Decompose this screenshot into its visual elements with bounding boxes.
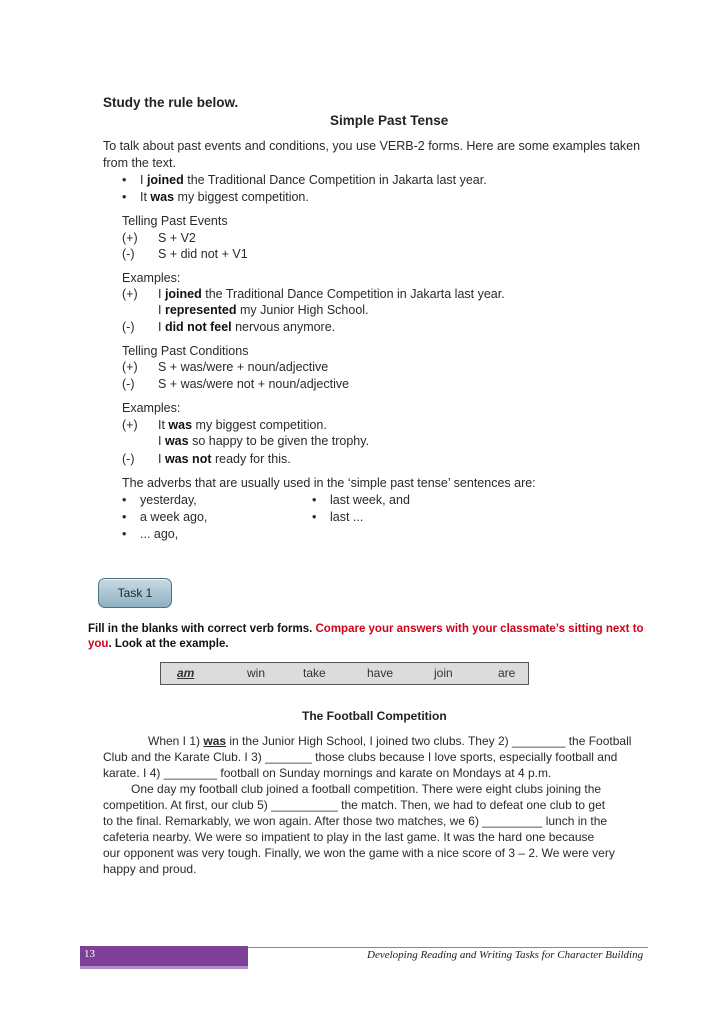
rule-intro: To talk about past events and conditions, you use VERB-2 forms. Here are some examples taken from the text.: [103, 139, 641, 170]
conditions-heading: Telling Past Conditions: [122, 344, 249, 358]
story-title: The Football Competition: [302, 709, 447, 723]
story-line: our opponent was very tough. Finally, we won the game with a nice score of 3 – 2. We were very: [103, 846, 615, 860]
footer-divider: [248, 947, 648, 948]
word-bank-item: join: [434, 666, 453, 680]
rule-bullet: • I joined the Traditional Dance Competition in Jakarta last year.: [122, 173, 487, 187]
example-line: I was so happy to be given the trophy.: [158, 434, 370, 448]
footer-page-bar-accent: [80, 966, 248, 969]
story-line: karate. I 4) ________ football on Sunday mornings and karate on Mondays at 4 p.m.: [103, 766, 552, 780]
story-line: Club and the Karate Club. I 3) _______ those clubs because I love sports, especially football and: [103, 750, 618, 764]
examples-label: Examples:: [122, 271, 181, 285]
rule-bullet: • It was my biggest competition.: [122, 190, 309, 204]
word-bank-item: are: [498, 666, 516, 680]
example-line: I represented my Junior High School.: [158, 303, 369, 317]
adverb-item: • ... ago,: [122, 527, 179, 541]
word-bank-item: am: [177, 666, 195, 680]
task-1-button[interactable]: Task 1: [98, 578, 172, 608]
adverb-item: • last week, and: [312, 493, 410, 507]
footer-title: Developing Reading and Writing Tasks for Character Building: [367, 949, 644, 961]
example-line: (-) I was not ready for this.: [122, 452, 291, 466]
study-heading: Study the rule below.: [103, 95, 239, 110]
word-bank-item: take: [303, 666, 326, 680]
adverb-item: • last ...: [312, 510, 364, 524]
story-line: When I 1) was in the Junior High School, I joined two clubs. They 2) ________ the Football: [148, 734, 632, 748]
events-negative-formula: (-) S + did not + V1: [122, 247, 248, 261]
conditions-positive-formula: (+) S + was/were + noun/adjective: [122, 360, 329, 374]
events-heading: Telling Past Events: [122, 214, 228, 228]
word-bank: [160, 662, 529, 685]
events-positive-formula: (+) S + V2: [122, 231, 196, 245]
example-line: (+) I joined the Traditional Dance Competition in Jakarta last year.: [122, 287, 505, 301]
story-line: One day my football club joined a football competition. There were eight clubs joining the: [131, 782, 602, 796]
story-line: cafeteria nearby. We were so impatient to play in the last game. It was the hard one because: [103, 830, 595, 844]
example-line: (+) It was my biggest competition.: [122, 418, 327, 432]
story-line: competition. At first, our club 5) __________ the match. Then, we had to defeat one club to get: [103, 798, 606, 812]
adverbs-intro: The adverbs that are usually used in the ‘simple past tense’ sentences are:: [122, 476, 536, 490]
page-number: 13: [84, 948, 95, 960]
story-line: to the final. Remarkably, we won again. After those two matches, we 6) _________ lunch in the: [103, 814, 608, 828]
story-line: happy and proud.: [103, 862, 197, 876]
word-bank-item: win: [247, 666, 266, 680]
word-bank-item: have: [367, 666, 394, 680]
rule-title: Simple Past Tense: [330, 113, 449, 128]
adverb-item: • a week ago,: [122, 510, 208, 524]
footer-page-bar: [80, 946, 248, 966]
example-line: (-) I did not feel nervous anymore.: [122, 320, 336, 334]
conditions-negative-formula: (-) S + was/were not + noun/adjective: [122, 377, 350, 391]
examples-label: Examples:: [122, 401, 181, 415]
adverb-item: • yesterday,: [122, 493, 197, 507]
task-instruction: Fill in the blanks with correct verb forms. Compare your answers with your classmate’s sitting next to you. Look at the example.: [88, 623, 644, 650]
